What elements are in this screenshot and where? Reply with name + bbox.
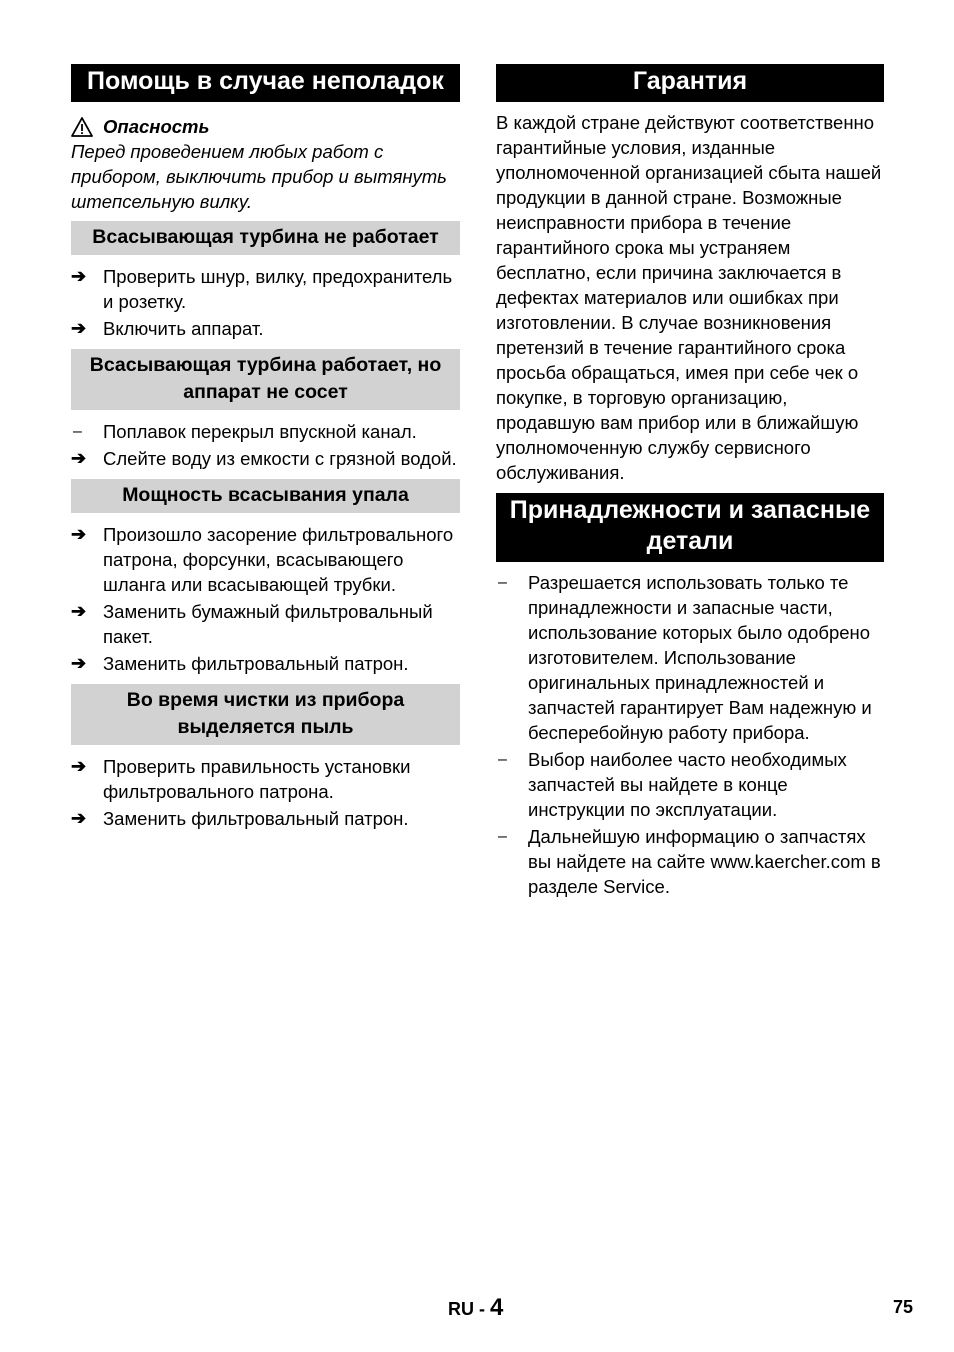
arrow-right-icon: ➔ <box>71 653 87 673</box>
list-item-text: Разрешается использовать только те принадлежности и запасные части, использование которых было одобрено изготовителем. Использование оригинальных принадлежностей и запчастей гарантирует Вам надежную и бесперебойную работу прибора. <box>528 572 872 743</box>
section-heading: Мощность всасывания упала <box>71 479 460 513</box>
list-item <box>71 264 460 314</box>
dash-bullet-icon: – <box>73 423 82 440</box>
warning-triangle-icon <box>71 117 93 137</box>
list-item-text: Проверить шнур, вилку, предохранитель и розетку. <box>103 266 453 312</box>
arrow-right-icon: ➔ <box>71 524 87 544</box>
guarantee-text: В каждой стране действуют соответственно гарантийные условия, изданные уполномоченной организацией сбыта нашей продукции в данной стране. Возможные неисправности прибора в течение гарантийного срока мы устраняем бесплатно, если причина заключается в дефектах материалов или ошибках при изготовлении. В случае возникновения претензий в течение гарантийного срока просьба обращаться, имея при себе чек о покупке, в торговую организацию, продавшую вам прибор или в ближайшую уполномоченную службу сервисного обслуживания. <box>496 112 882 483</box>
section-list <box>71 754 460 831</box>
accessories-title: Принадлежности и запасные детали <box>496 493 884 562</box>
list-item <box>71 446 460 471</box>
list-item <box>71 651 460 676</box>
troubleshooting-sections <box>71 221 460 831</box>
dash-bullet-icon: – <box>498 828 507 845</box>
list-item <box>496 570 884 745</box>
arrow-right-icon: ➔ <box>71 266 87 286</box>
footer-page-in-section: 4 <box>490 1294 504 1321</box>
list-item <box>71 316 460 341</box>
accessories-list <box>496 570 884 899</box>
list-item-text: Заменить бумажный фильтровальный пакет. <box>103 601 433 647</box>
list-item-text: Поплавок перекрыл впускной канал. <box>103 421 417 442</box>
list-item <box>71 806 460 831</box>
arrow-right-icon: ➔ <box>71 448 87 468</box>
list-item-text: Заменить фильтровальный патрон. <box>103 808 409 829</box>
list-item <box>496 747 884 822</box>
left-column <box>71 64 460 839</box>
list-item-text: Проверить правильность установки фильтровального патрона. <box>103 756 411 802</box>
warning-text: Перед проведением любых работ с прибором, выключить прибор и вытянуть штепсельную вилку. <box>71 141 447 212</box>
dash-bullet-icon: – <box>498 574 507 591</box>
list-item <box>71 599 460 649</box>
list-item <box>71 754 460 804</box>
section-heading: Во время чистки из прибора выделяется пыль <box>71 684 460 745</box>
dash-bullet-icon: – <box>498 751 507 768</box>
right-column <box>496 64 884 907</box>
section-heading: Всасывающая турбина работает, но аппарат не сосет <box>71 349 460 410</box>
arrow-right-icon: ➔ <box>71 808 87 828</box>
list-item-text: Выбор наиболее часто необходимых запчастей вы найдете в конце инструкции по эксплуатации. <box>528 749 847 820</box>
page-number: 75 <box>892 1297 913 1317</box>
section-list <box>71 419 460 471</box>
arrow-right-icon: ➔ <box>71 601 87 621</box>
list-item <box>71 522 460 597</box>
list-item-text: Произошло засорение фильтровального патрона, форсунки, всасывающего шланга или всасывающей трубки. <box>103 524 454 595</box>
footer-section-page <box>448 1294 503 1322</box>
list-item-text: Дальнейшую информацию о запчастях вы найдете на сайте www.kaercher.com в разделе Service. <box>528 826 881 897</box>
section-heading: Всасывающая турбина не работает <box>71 221 460 255</box>
list-item <box>71 419 460 444</box>
list-item-text: Слейте воду из емкости с грязной водой. <box>103 448 457 469</box>
footer-lang: RU - <box>448 1299 485 1319</box>
arrow-right-icon: ➔ <box>71 756 87 776</box>
list-item <box>496 824 884 899</box>
section-list <box>71 264 460 341</box>
list-item-text: Заменить фильтровальный патрон. <box>103 653 409 674</box>
warning-title: Опасность <box>103 116 210 137</box>
troubleshooting-title: Помощь в случае неполадок <box>71 64 460 102</box>
list-item-text: Включить аппарат. <box>103 318 264 339</box>
arrow-right-icon: ➔ <box>71 318 87 338</box>
warning-block <box>71 114 460 214</box>
guarantee-title: Гарантия <box>496 64 884 102</box>
section-list <box>71 522 460 676</box>
warning-title-row <box>71 114 460 139</box>
